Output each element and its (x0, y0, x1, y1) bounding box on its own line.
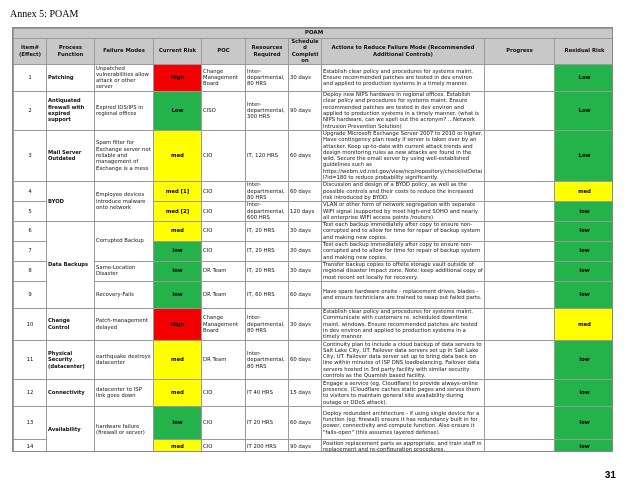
progress (485, 407, 555, 440)
progress (485, 440, 555, 452)
residual-risk-badge: med (555, 182, 614, 202)
current-risk-badge: med (154, 222, 202, 242)
completion: 60 days (289, 407, 322, 440)
header-poc: POC (202, 39, 246, 65)
header-current-risk: Current Risk (154, 39, 202, 65)
table-row (14, 380, 614, 407)
progress (485, 222, 555, 242)
resources: Inter-departmental, 600 HRS (246, 202, 289, 222)
header-failure-modes: Failure Modes (95, 39, 154, 65)
poc: CIO (202, 380, 246, 407)
resources: Inter-departmental, 80 HRS (246, 182, 289, 202)
action: Upgrade Microsoft Exchange Server 2007 to 2010 or higher. Have contingency plan ready if server is taken over by an attacker. Keep up-to-date with current attack trends and design monitoring rules as new attacks are found in the wild. Secure the email server by using well-established guidelines such as https://webm.vd.nist.gov/view/ncp/repository/checklistDetail?id=180 to reduce probability significantly. (322, 130, 485, 181)
residual-risk-badge: low (555, 341, 614, 380)
completion: 90 days (289, 92, 322, 131)
action: Have spare hardware onsite - replacement drives, blades - and ensure technicians are trained to swap out failed parts. (322, 281, 485, 308)
failure-mode: Patch-management delayed (95, 308, 154, 340)
action: Engage a service (eg. Cloudflare) to provide always-online presence. (Cloudflare caches static pages and serves them to visitors to maintain general site availability during outage or DDoS attack). (322, 380, 485, 407)
poc: DR Team (202, 281, 246, 308)
failure-mode: datacenter to ISP link goes down (95, 380, 154, 407)
action: Establish clear policy and procedures for systems maint. Communicate with customers re. scheduled downtime maint. windows. Ensure recommended patches are tested in dev environ and applied to production systems in a timely manner. (322, 308, 485, 340)
completion: 90 days (289, 440, 322, 452)
page-number: 31 (604, 470, 616, 481)
completion: 120 days (289, 202, 322, 222)
residual-risk-badge: low (555, 407, 614, 440)
item-number: 11 (14, 341, 47, 380)
table-row (14, 92, 614, 131)
failure-mode: Same-Location Disaster (95, 261, 154, 281)
residual-risk-badge: low (555, 202, 614, 222)
residual-risk-badge: Low (555, 130, 614, 181)
table-row (14, 182, 614, 202)
current-risk-badge: med (154, 440, 202, 452)
residual-risk-badge: Low (555, 92, 614, 131)
progress (485, 182, 555, 202)
item-number: 1 (14, 65, 47, 92)
residual-risk-badge: low (555, 222, 614, 242)
poam-table (13, 28, 613, 452)
poc: CIO (202, 440, 246, 452)
completion: 30 days (289, 65, 322, 92)
resources: Inter-departmental, 80 HRS (246, 308, 289, 340)
progress (485, 65, 555, 92)
current-risk-badge: low (154, 261, 202, 281)
resources: IT 200 HRS (246, 440, 289, 452)
resources: Inter-departmental, 300 HRS (246, 92, 289, 131)
current-risk-badge: low (154, 242, 202, 262)
annex-label: Annex 5: POAM (10, 9, 79, 20)
action: Deploy new NIPS hardware in regional offices. Establish clear policy and procedures for systems maint. Ensure recommended patches are tested in dev environ and applied to production systems in a timely manner. (what is NIPS hardware, can we spell out the acronym? ...Network Intrusion Prevention Solution) (322, 92, 485, 131)
poc: Change Management Board (202, 308, 246, 340)
action: Continuity plan to include a cloud backup of data servers to Salt Lake City, UT. Failover data servers set up in Salt Lake City, UT. Failover data server set up to bring data back on line within minutes of ISP DNS loadbalancing. Failover data servers hosted in 3rd party facility with similar security controls as the Quamish based facility. (322, 341, 485, 380)
poc: Change Management Board (202, 65, 246, 92)
item-number: 14 (14, 440, 47, 452)
header-residual-risk: Residual Risk (555, 39, 614, 65)
progress (485, 380, 555, 407)
resources: Inter-departmental, 80 HRS (246, 341, 289, 380)
process-function: BYOD (47, 182, 95, 222)
current-risk-badge: med (154, 380, 202, 407)
action: Deploy redundant architecture - if using single device for a function (eg. firewall) ensure it has redundancy built in for power, connectivity and compute function. Also ensure it "fails-open" (this assumes layered defense). (322, 407, 485, 440)
poc: CIO (202, 130, 246, 181)
resources: IT 20 HRS (246, 407, 289, 440)
failure-mode: Expired IDS/IPS in regional offices (95, 92, 154, 131)
current-risk-badge: med (154, 341, 202, 380)
header-resources: Resources Required (246, 39, 289, 65)
current-risk-badge: med [2] (154, 202, 202, 222)
current-risk-badge: low (154, 407, 202, 440)
current-risk-badge: med (154, 130, 202, 181)
completion: 15 days (289, 380, 322, 407)
item-number: 13 (14, 407, 47, 440)
poc: CISO (202, 92, 246, 131)
completion: 30 days (289, 308, 322, 340)
progress (485, 92, 555, 131)
completion: 60 days (289, 130, 322, 181)
progress (485, 261, 555, 281)
table-title: POAM (14, 29, 614, 39)
header-item: Item# (Effect) (14, 39, 47, 65)
current-risk-badge: med [1] (154, 182, 202, 202)
residual-risk-badge: low (555, 281, 614, 308)
action: Establish clear policy and procedures for systems maint. Ensure recommended patches are tested in dev environ and applied to production systems in a timely manner. (322, 65, 485, 92)
progress (485, 341, 555, 380)
current-risk-badge: low (154, 281, 202, 308)
resources: IT, 20 HRS (246, 222, 289, 242)
poc: CIO (202, 182, 246, 202)
item-number: 5 (14, 202, 47, 222)
table-row (14, 261, 614, 281)
failure-mode: Spam filter for Exchange server not reliable and management of Exchange is a mess (95, 130, 154, 181)
item-number: 9 (14, 281, 47, 308)
resources: IT, 20 HRS (246, 242, 289, 262)
item-number: 6 (14, 222, 47, 242)
resources: IT, 20 HRS (246, 261, 289, 281)
failure-mode: earthquake destroys datacenter (95, 341, 154, 380)
failure-mode: Recovery-Fails (95, 281, 154, 308)
progress (485, 281, 555, 308)
current-risk-badge: High (154, 65, 202, 92)
completion: 60 days (289, 182, 322, 202)
header-progress: Progress (485, 39, 555, 65)
progress (485, 308, 555, 340)
item-number: 12 (14, 380, 47, 407)
process-function: Antiquated firewall with expired support (47, 92, 95, 131)
progress (485, 242, 555, 262)
action: Test each backup immediately after copy to ensure non-corrupted and to allow for time for repair of backup system and making new copies. (322, 242, 485, 262)
resources: IT, 60 HRS (246, 281, 289, 308)
failure-mode: Corrupted Backup (95, 222, 154, 262)
residual-risk-badge: low (555, 242, 614, 262)
table-row (14, 308, 614, 340)
poam-sheet (12, 27, 613, 452)
item-number: 2 (14, 92, 47, 131)
action: Discussion and design of a BYOD policy, as well as the possible controls and their costs to reduce the increased risk introduced by BYOD. (322, 182, 485, 202)
completion: 60 days (289, 281, 322, 308)
residual-risk-badge: low (555, 380, 614, 407)
process-function: Change Control (47, 308, 95, 340)
item-number: 7 (14, 242, 47, 262)
resources: IT 40 HRS (246, 380, 289, 407)
action: Test each backup immediately after copy to ensure non-corrupted and to allow for time for repair of backup system and making new copies. (322, 222, 485, 242)
failure-mode: Unpatched vulnerabilities allow attack or other server (95, 65, 154, 92)
progress (485, 130, 555, 181)
table-row (14, 341, 614, 380)
poc: CIO (202, 407, 246, 440)
action: Transfer backup copies to offsite storage vault outside of regional disaster impact zone. Note: keep additional copy of most recent set locally for recovery. (323, 261, 483, 281)
completion: 30 days (289, 222, 322, 242)
progress (485, 202, 555, 222)
residual-risk-badge: low (555, 440, 614, 452)
resources: IT, 120 HRS (246, 130, 289, 181)
item-number: 3 (14, 130, 47, 181)
process-function: Availability (47, 407, 95, 452)
process-function: Connectivity (47, 380, 95, 407)
process-function: Patching (47, 65, 95, 92)
item-number: 4 (14, 182, 47, 202)
item-number: 8 (14, 261, 47, 281)
header-actions: Actions to Reduce Failure Mode (Recommended Additional Controls) (322, 39, 485, 65)
process-function: Mail Server Outdated (47, 130, 95, 181)
completion: 60 days (289, 341, 322, 380)
resources: Inter-departmental, 80 HRS (246, 65, 289, 92)
action: Position replacement parts as appropriate, and train staff in replacement and re-configuration procedures. (322, 440, 485, 452)
table-row (14, 407, 614, 440)
table-row (14, 65, 614, 92)
header-process-function: Process Function (47, 39, 95, 65)
poc: CIO (202, 202, 246, 222)
process-function: Physical Security (datacenter) (47, 341, 95, 380)
item-number: 10 (14, 308, 47, 340)
completion: 30 days (289, 261, 322, 281)
current-risk-badge: Low (154, 92, 202, 131)
poc: CIO (202, 222, 246, 242)
poc: DR Team (202, 341, 246, 380)
table-row (14, 281, 614, 308)
completion: 30 days (289, 242, 322, 262)
residual-risk-badge: Low (555, 65, 614, 92)
table-row (14, 130, 614, 181)
current-risk-badge: High (154, 308, 202, 340)
action: VLAN or other form of network segregation with separate WIFI signal (supported by most high-end SOHO and nearly all enterprise WIFI access points /routers) (322, 202, 485, 222)
residual-risk-badge: med (555, 308, 614, 340)
poc: CIO (202, 242, 246, 262)
failure-mode: hardware failure (firewall or server) (95, 407, 154, 452)
header-completion: Scheduled Completion (289, 39, 322, 65)
residual-risk-badge: low (555, 261, 614, 281)
table-row (14, 222, 614, 242)
poc: DR Team (202, 261, 246, 281)
process-function: Data Backups (47, 222, 95, 309)
failure-mode: Employee devices introduce malware onto network (95, 182, 154, 222)
